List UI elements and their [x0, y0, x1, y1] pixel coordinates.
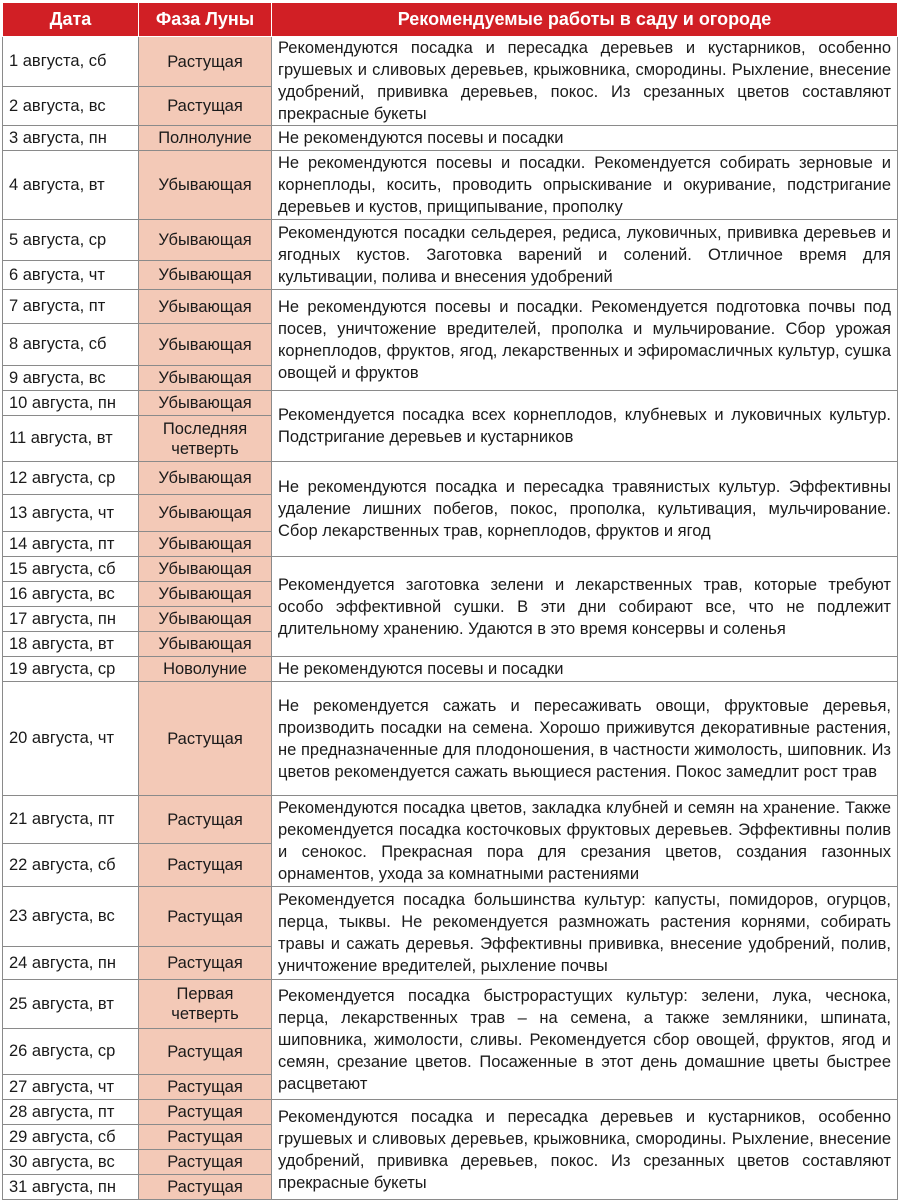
table-row	[3, 887, 898, 947]
phase-cell: Убывающая	[139, 324, 272, 366]
phase-cell: Растущая	[139, 1150, 272, 1175]
phase-cell: Убывающая	[139, 261, 272, 290]
date-cell: 2 августа, вс	[3, 87, 139, 126]
phase-cell: Растущая	[139, 1029, 272, 1075]
phase-cell: Убывающая	[139, 557, 272, 582]
phase-cell: Растущая	[139, 844, 272, 887]
date-cell: 27 августа, чт	[3, 1075, 139, 1100]
date-cell: 20 августа, чт	[3, 682, 139, 796]
table-row	[3, 980, 898, 1029]
date-cell: 31 августа, пн	[3, 1175, 139, 1200]
phase-cell: Убывающая	[139, 220, 272, 261]
table-row	[3, 557, 898, 582]
table-row	[3, 290, 898, 324]
work-cell: Не рекомендуется сажать и пересаживать овощи, фруктовые деревья, производить посадки на семена. Хорошо приживутся декоративные растения, не предназначенные для плодоношения, в частности жимолость, шиповник. Из цветов рекомендуется сажать вьющиеся растения. Покос замедлит рост трав	[272, 682, 898, 796]
table-row	[3, 796, 898, 844]
date-cell: 8 августа, сб	[3, 324, 139, 366]
date-cell: 22 августа, сб	[3, 844, 139, 887]
date-cell: 13 августа, чт	[3, 495, 139, 532]
work-cell: Рекомендуется заготовка зелени и лекарственных трав, которые требуют особо эффективной сушки. В эти дни собирают все, что не подлежит длительному хранению. Удаются в это время консервы и соленья	[272, 557, 898, 657]
date-cell: 15 августа, сб	[3, 557, 139, 582]
work-cell: Рекомендуются посадка и пересадка деревьев и кустарников, особенно грушевых и сливовых деревьев, крыжовника, смородины. Рыхление, внесение удобрений, прививка деревьев, покос. Из срезанных цветов составляют прекрасные букеты	[272, 37, 898, 126]
phase-cell: Растущая	[139, 1125, 272, 1150]
work-cell: Не рекомендуются посевы и посадки	[272, 126, 898, 151]
date-cell: 19 августа, ср	[3, 657, 139, 682]
phase-cell: Растущая	[139, 887, 272, 947]
phase-cell: Убывающая	[139, 391, 272, 416]
work-cell: Не рекомендуются посадка и пересадка травянистых культур. Эффективны удаление лишних побегов, покос, прополка, культивация, мульчирование. Сбор лекарственных трав, корнеплодов, фруктов и ягод	[272, 462, 898, 557]
date-cell: 1 августа, сб	[3, 37, 139, 87]
table-row	[3, 220, 898, 261]
header-row	[3, 3, 898, 37]
table-row	[3, 391, 898, 416]
work-cell: Не рекомендуются посевы и посадки. Рекомендуется подготовка почвы под посев, уничтожение вредителей, прополка и мульчирование. Сбор урожая корнеплодов, фруктов, ягод, лекарственных и эфиромасличных культур, сушка овощей и фруктов	[272, 290, 898, 391]
work-cell: Рекомендуется посадка большинства культур: капусты, помидоров, огурцов, перца, тыквы. Не рекомендуется размножать растения корнями, собирать травы и сажать деревья. Эффективны прививка, внесение удобрений, полив, уничтожение вредителей, рыхление почвы	[272, 887, 898, 980]
header-work: Рекомендуемые работы в саду и огороде	[272, 3, 898, 37]
date-cell: 3 августа, пн	[3, 126, 139, 151]
date-cell: 26 августа, ср	[3, 1029, 139, 1075]
lunar-calendar-table	[2, 2, 898, 1200]
phase-cell: Убывающая	[139, 582, 272, 607]
header-date: Дата	[3, 3, 139, 37]
date-cell: 7 августа, пт	[3, 290, 139, 324]
phase-cell: Новолуние	[139, 657, 272, 682]
date-cell: 28 августа, пт	[3, 1100, 139, 1125]
phase-cell: Растущая	[139, 37, 272, 87]
work-cell: Не рекомендуются посевы и посадки	[272, 657, 898, 682]
phase-cell: Растущая	[139, 1075, 272, 1100]
phase-cell: Убывающая	[139, 462, 272, 495]
date-cell: 30 августа, вс	[3, 1150, 139, 1175]
phase-cell: Растущая	[139, 1100, 272, 1125]
phase-cell: Первая четверть	[139, 980, 272, 1029]
phase-cell: Убывающая	[139, 495, 272, 532]
date-cell: 29 августа, сб	[3, 1125, 139, 1150]
date-cell: 18 августа, вт	[3, 632, 139, 657]
date-cell: 5 августа, ср	[3, 220, 139, 261]
phase-cell: Убывающая	[139, 290, 272, 324]
phase-cell: Убывающая	[139, 632, 272, 657]
table-row	[3, 151, 898, 220]
date-cell: 12 августа, ср	[3, 462, 139, 495]
phase-cell: Последняя четверть	[139, 416, 272, 462]
table-row	[3, 1100, 898, 1125]
date-cell: 25 августа, вт	[3, 980, 139, 1029]
date-cell: 24 августа, пн	[3, 947, 139, 980]
date-cell: 11 августа, вт	[3, 416, 139, 462]
phase-cell: Растущая	[139, 682, 272, 796]
phase-cell: Растущая	[139, 796, 272, 844]
work-cell: Рекомендуется посадка быстрорастущих культур: зелени, лука, чеснока, перца, лекарственных трав – на семена, а также земляники, шпината, шиповника, жимолости, сливы. Рекомендуется сбор овощей, фруктов, ягод и семян, срезание цветов. Посаженные в этот день домашние цветы быстрее расцветают	[272, 980, 898, 1100]
date-cell: 4 августа, вт	[3, 151, 139, 220]
date-cell: 23 августа, вс	[3, 887, 139, 947]
date-cell: 9 августа, вс	[3, 366, 139, 391]
phase-cell: Убывающая	[139, 532, 272, 557]
phase-cell: Убывающая	[139, 607, 272, 632]
phase-cell: Растущая	[139, 87, 272, 126]
date-cell: 14 августа, пт	[3, 532, 139, 557]
phase-cell: Растущая	[139, 1175, 272, 1200]
date-cell: 16 августа, вс	[3, 582, 139, 607]
work-cell: Рекомендуются посадки сельдерея, редиса, луковичных, прививка деревьев и ягодных кустов. Заготовка варений и солений. Отличное время для культивации, полива и внесения удобрений	[272, 220, 898, 290]
work-cell: Рекомендуется посадка всех корнеплодов, клубневых и луковичных культур. Подстригание деревьев и кустарников	[272, 391, 898, 462]
date-cell: 17 августа, пн	[3, 607, 139, 632]
date-cell: 10 августа, пн	[3, 391, 139, 416]
table-row	[3, 682, 898, 796]
date-cell: 21 августа, пт	[3, 796, 139, 844]
phase-cell: Убывающая	[139, 366, 272, 391]
table-row	[3, 462, 898, 495]
phase-cell: Растущая	[139, 947, 272, 980]
date-cell: 6 августа, чт	[3, 261, 139, 290]
phase-cell: Полнолуние	[139, 126, 272, 151]
work-cell: Не рекомендуются посевы и посадки. Рекомендуется собирать зерновые и корнеплоды, косить, проводить опрыскивание и окуривание, подстригание деревьев и кустов, прищипывание, прополку	[272, 151, 898, 220]
table-row	[3, 37, 898, 87]
work-cell: Рекомендуются посадка и пересадка деревьев и кустарников, особенно грушевых и сливовых деревьев, крыжовника, смородины. Рыхление, внесение удобрений, прививка деревьев, покос. Из срезанных цветов составляют прекрасные букеты	[272, 1100, 898, 1200]
work-cell: Рекомендуются посадка цветов, закладка клубней и семян на хранение. Также рекомендуется посадка косточковых фруктовых деревьев. Эффективны полив и сенокос. Прекрасная пора для срезания цветов, создания газонных орнаментов, ухода за комнатными растениями	[272, 796, 898, 887]
phase-cell: Убывающая	[139, 151, 272, 220]
header-phase: Фаза Луны	[139, 3, 272, 37]
table-row	[3, 126, 898, 151]
table-row	[3, 657, 898, 682]
